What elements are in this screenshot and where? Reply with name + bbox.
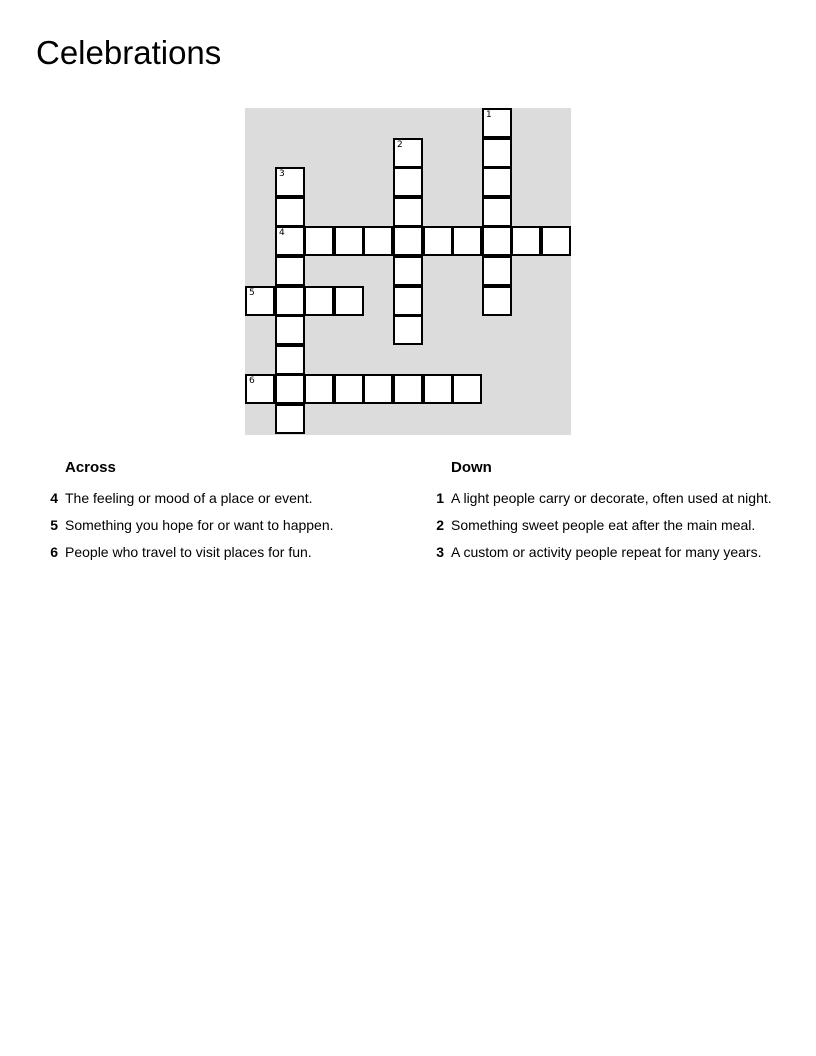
crossword-cell[interactable] (275, 374, 305, 404)
crossword-cell[interactable] (245, 374, 275, 404)
page-title: Celebrations (36, 34, 222, 71)
crossword-cell[interactable] (334, 226, 364, 256)
crossword-cell[interactable] (275, 345, 305, 375)
crossword-cell[interactable] (275, 315, 305, 345)
crossword-cell[interactable] (393, 256, 423, 286)
crossword-grid (245, 108, 571, 435)
crossword-cell[interactable] (304, 374, 334, 404)
crossword-cell[interactable] (304, 226, 334, 256)
clue-text: People who travel to visit places for fun. (65, 544, 312, 560)
clue-number: 2 (436, 517, 444, 533)
crossword-cell[interactable] (423, 226, 453, 256)
crossword-cell[interactable] (393, 315, 423, 345)
clue-across-6 (44, 543, 384, 562)
across-heading: Across (65, 459, 116, 476)
clue-number: 6 (50, 544, 58, 560)
crossword-cell[interactable] (363, 374, 393, 404)
crossword-cell[interactable] (304, 286, 334, 316)
clue-text: The feeling or mood of a place or event. (65, 490, 313, 506)
crossword-cell[interactable] (363, 226, 393, 256)
crossword-cell[interactable] (541, 226, 571, 256)
crossword-cell[interactable] (275, 256, 305, 286)
crossword-cell[interactable] (452, 226, 482, 256)
cell-number: 3 (279, 169, 285, 179)
clue-number: 3 (436, 544, 444, 560)
crossword-cell[interactable] (334, 374, 364, 404)
crossword-cell[interactable] (275, 226, 305, 256)
crossword-cell[interactable] (275, 286, 305, 316)
across-clues (44, 458, 384, 570)
cell-number: 4 (279, 228, 285, 238)
crossword-cell[interactable] (482, 197, 512, 227)
clue-across-4 (44, 489, 384, 508)
crossword-cell[interactable] (482, 167, 512, 197)
clue-text: Something you hope for or want to happen. (65, 517, 334, 533)
down-heading: Down (451, 459, 492, 476)
crossword-cell[interactable] (393, 374, 423, 404)
crossword-cell[interactable] (393, 167, 423, 197)
crossword-cell[interactable] (482, 108, 512, 138)
crossword-cell[interactable] (275, 167, 305, 197)
crossword-cell[interactable] (393, 226, 423, 256)
crossword-cell[interactable] (482, 256, 512, 286)
clue-text: Something sweet people eat after the main meal. (451, 517, 756, 533)
clue-number: 4 (50, 490, 58, 506)
clue-text: A custom or activity people repeat for many years. (451, 544, 762, 560)
down-clues (430, 458, 790, 570)
clue-number: 1 (436, 490, 444, 506)
crossword-cell[interactable] (423, 374, 453, 404)
clue-down-2 (430, 516, 790, 535)
clue-down-3 (430, 543, 790, 562)
crossword-cell[interactable] (393, 138, 423, 168)
clue-across-5 (44, 516, 384, 535)
crossword-cell[interactable] (393, 197, 423, 227)
crossword-cell[interactable] (452, 374, 482, 404)
crossword-cell[interactable] (511, 226, 541, 256)
crossword-cell[interactable] (393, 286, 423, 316)
crossword-cell[interactable] (482, 226, 512, 256)
cell-number: 1 (486, 110, 492, 120)
crossword-cell[interactable] (245, 286, 275, 316)
crossword-cell[interactable] (482, 286, 512, 316)
crossword-cell[interactable] (334, 286, 364, 316)
clue-number: 5 (50, 517, 58, 533)
crossword-cell[interactable] (275, 404, 305, 434)
crossword-cell[interactable] (275, 197, 305, 227)
crossword-cell[interactable] (482, 138, 512, 168)
cell-number: 2 (397, 140, 403, 150)
clue-text: A light people carry or decorate, often used at night. (451, 490, 772, 506)
cell-number: 6 (249, 376, 255, 386)
clue-down-1 (430, 489, 790, 508)
cell-number: 5 (249, 288, 255, 298)
